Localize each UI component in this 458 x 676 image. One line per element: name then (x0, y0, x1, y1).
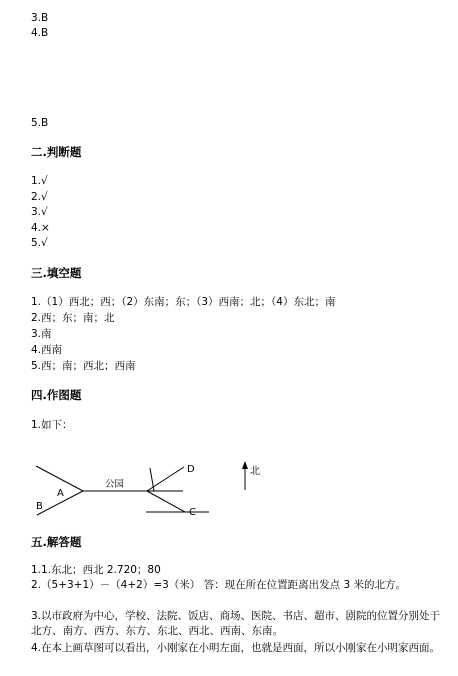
solve-item: 2.（5+3+1）－（4+2）=3（米） 答：现在所在位置距离出发点 3 米的北方。 (31, 579, 406, 591)
judge-item: 5.√ (31, 237, 48, 249)
point-d-label: D (187, 464, 195, 475)
answer-3: 3.B (31, 12, 49, 24)
solve-item: 1.1.东北；西北 2.720；80 (31, 564, 161, 576)
north-label: 北 (250, 466, 260, 477)
section-title-solve: 五.解答题 (31, 535, 82, 549)
section-title-fill: 三.填空题 (31, 266, 82, 280)
point-c-label: C (189, 507, 196, 518)
point-a-label: A (57, 488, 64, 499)
point-b-label: B (36, 501, 43, 512)
solve-item: 4.在本上画草图可以看出，小刚家在小明左面，也就是西面，所以小刚家在小明家西面。 (31, 642, 441, 654)
fill-item: 2.西；东；南；北 (31, 312, 115, 324)
judge-item: 4.× (31, 222, 50, 234)
solve-item: 3.以市政府为中心，学校、法院、饭店、商场、医院、书店、超市、剧院的位置分别处于北方、南方、西方、东方、东北、西北、西南、东南。 (31, 610, 441, 637)
fill-item: 4.西南 (31, 344, 63, 356)
fill-item: 3.南 (31, 328, 52, 340)
section-title-draw: 四.作图题 (31, 388, 82, 402)
judge-item: 2.√ (31, 191, 48, 203)
road-d (147, 467, 184, 491)
judge-item: 1.√ (31, 175, 48, 187)
answer-5: 5.B (31, 117, 49, 129)
road-c (147, 491, 185, 512)
park-label: 公园 (105, 479, 125, 490)
judge-item: 3.√ (31, 206, 48, 218)
north-arrow-icon (242, 461, 248, 469)
fill-item: 1.（1）西北；西；（2）东南；东；（3）西南；北；（4）东北；南 (31, 296, 336, 308)
fill-item: 5.西；南；西北；西南 (31, 360, 136, 372)
draw-intro: 1.如下： (31, 419, 73, 431)
answer-4: 4.B (31, 27, 49, 39)
section-title-judge: 二.判断题 (31, 145, 82, 159)
